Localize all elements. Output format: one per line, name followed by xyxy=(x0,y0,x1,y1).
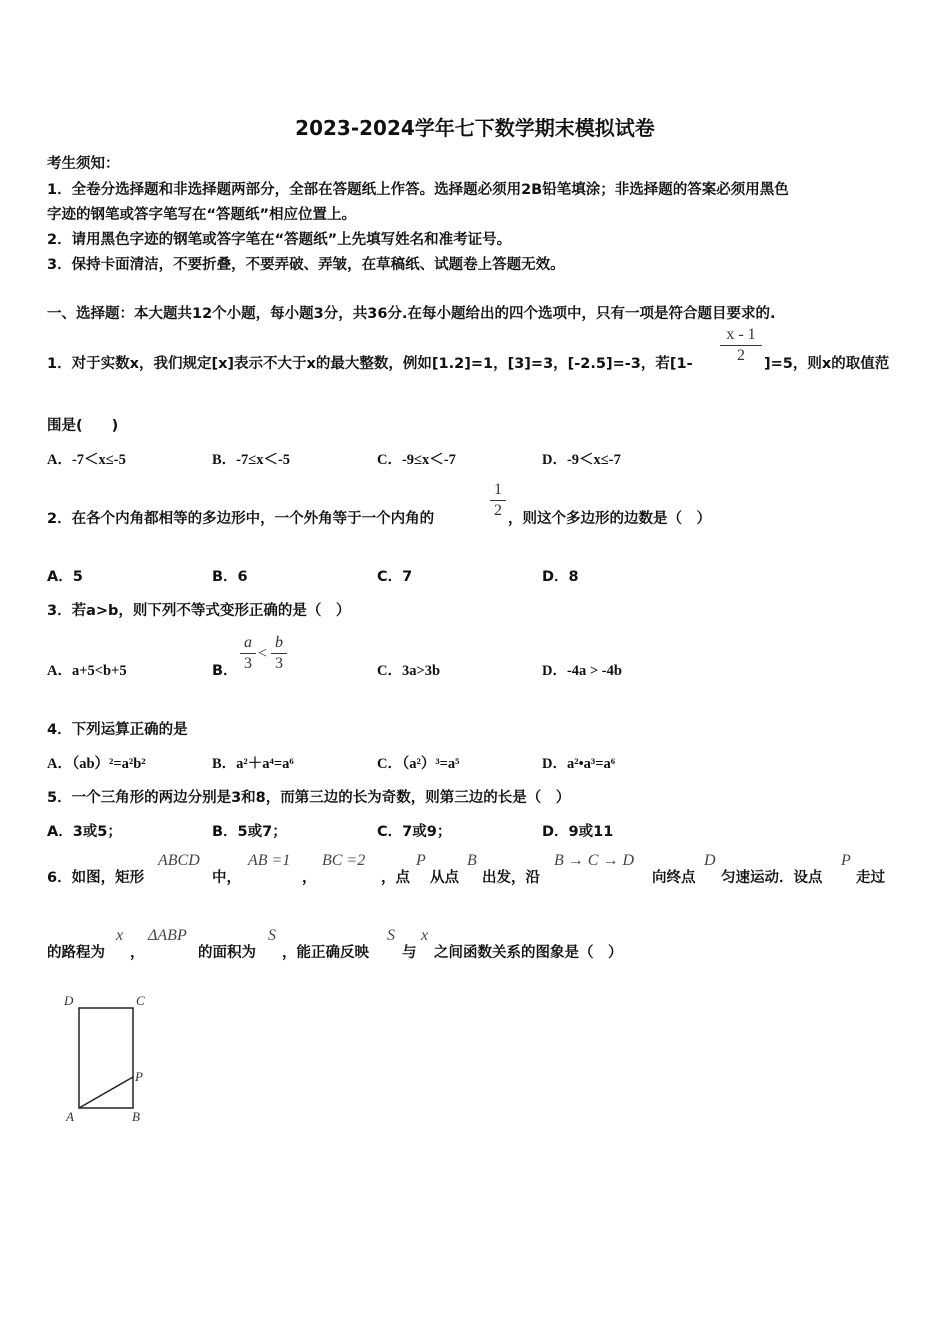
q3-option-c: C．3a>3b xyxy=(377,663,441,679)
q6-text: ，能正确反映 xyxy=(282,945,369,961)
q3-option-b-frac-b xyxy=(271,634,287,673)
frac-numerator: b xyxy=(275,634,283,651)
q3-option-b-frac-a xyxy=(240,634,256,673)
rectangle-figure xyxy=(58,990,158,1130)
label-a: A xyxy=(66,1109,74,1124)
q3-option-d: D．-4a > -4b xyxy=(542,663,622,679)
notice-item: 2．请用黑色字迹的钢笔或答字笔在“答题纸”上先填写姓名和准考证号。 xyxy=(47,232,512,248)
q1-option-a: A．-7＜x≤-5 xyxy=(47,452,126,468)
notice-item: 字迹的钢笔或答字笔写在“答题纸”相应位置上。 xyxy=(47,207,357,223)
q1-text-a: 1．对于实数x，我们规定[x]表示不大于x的最大整数，例如[1.2]=1，[3]=3，[-2.5]=-3，若[1- xyxy=(47,356,693,372)
q5-option-d: D．9或11 xyxy=(542,824,614,840)
q1-text-c: 围是( ) xyxy=(47,418,119,434)
q2-option-a: A．5 xyxy=(47,569,83,585)
q2-option-c: C．7 xyxy=(377,569,413,585)
q2-fraction xyxy=(490,481,506,520)
label-p: P xyxy=(135,1069,143,1084)
fraction-bar xyxy=(720,345,762,346)
q6-text: 6．如图，矩形 xyxy=(47,870,145,886)
q6-math-path: B → C → D xyxy=(554,852,634,869)
q6-text: ， xyxy=(302,870,317,886)
q6-text: 与 xyxy=(402,945,417,961)
q2-frac-numerator: 1 xyxy=(494,481,502,498)
q1-frac-denominator: 2 xyxy=(737,347,745,364)
q1-option-c: C．-9≤x＜-7 xyxy=(377,452,456,468)
fraction-bar xyxy=(271,653,287,654)
page-title: 2023-2024学年七下数学期末模拟试卷 xyxy=(295,116,655,140)
q6-text: 走过 xyxy=(856,870,885,886)
q6-math-s: S xyxy=(268,927,276,944)
q6-math-abp: ΔABP xyxy=(148,927,187,944)
q3-option-a: A．a+5<b+5 xyxy=(47,663,127,679)
q6-math-b: B xyxy=(467,852,477,869)
q6-math-abcd: ABCD xyxy=(158,852,200,869)
q6-math-ab: AB =1 xyxy=(248,852,291,869)
q2-option-b: B．6 xyxy=(212,569,248,585)
q6-math-d: D xyxy=(704,852,716,869)
q4-text: 4．下列运算正确的是 xyxy=(47,722,188,738)
q3-option-b-lt: < xyxy=(258,645,268,662)
q6-text: 出发，沿 xyxy=(482,870,540,886)
q6-text: 向终点 xyxy=(652,870,696,886)
q2-text-a: 2．在各个内角都相等的多边形中，一个外角等于一个内角的 xyxy=(47,511,435,527)
q6-text: ，点 xyxy=(381,870,410,886)
q6-text: 之间函数关系的图象是（ ） xyxy=(434,945,623,961)
q4-option-a: A．（ab）²=a²b² xyxy=(47,756,146,772)
q5-text: 5．一个三角形的两边分别是3和8，而第三边的长为奇数，则第三边的长是（ ） xyxy=(47,790,571,806)
q5-option-a: A．3或5； xyxy=(47,824,122,840)
section-heading: 一、选择题：本大题共12个小题，每小题3分，共36分.在每小题给出的四个选项中，只有一项是符合题目要求的. xyxy=(47,306,776,322)
q2-option-d: D．8 xyxy=(542,569,579,585)
frac-denominator: 3 xyxy=(244,655,252,672)
q6-math-s2: S xyxy=(387,927,395,944)
q6-math-p2: P xyxy=(841,852,851,869)
q4-option-d: D．a²•a³=a⁶ xyxy=(542,756,616,772)
q6-text: 中， xyxy=(212,870,241,886)
q1-text-b: ]=5，则x的取值范 xyxy=(764,356,890,372)
notice-heading: 考生须知： xyxy=(47,156,120,172)
q4-option-b: B．a²＋a⁴=a⁶ xyxy=(212,756,294,772)
fraction-bar xyxy=(490,500,506,501)
q4-option-c: C．（a²）³=a⁵ xyxy=(377,756,460,772)
q2-text-b: ，则这个多边形的边数是（ ） xyxy=(508,511,711,527)
q6-text: 匀速运动．设点 xyxy=(721,870,823,886)
q5-option-c: C．7或9； xyxy=(377,824,452,840)
label-d: D xyxy=(64,993,74,1008)
frac-numerator: a xyxy=(244,634,252,651)
q6-text: 的路程为 xyxy=(47,945,105,961)
q6-text: 的面积为 xyxy=(198,945,256,961)
q6-math-bc: BC =2 xyxy=(322,852,366,869)
q1-option-d: D．-9＜x≤-7 xyxy=(542,452,621,468)
q3-option-b-label: B． xyxy=(212,663,238,679)
q1-option-b: B．-7≤x＜-5 xyxy=(212,452,291,468)
segment-ap xyxy=(79,1077,133,1108)
q5-option-b: B．5或7； xyxy=(212,824,287,840)
label-b: B xyxy=(132,1109,140,1124)
label-c: C xyxy=(136,993,145,1008)
q1-frac-numerator: x - 1 xyxy=(726,326,756,343)
notice-item: 3．保持卡面清洁，不要折叠，不要弄破、弄皱，在草稿纸、试题卷上答题无效。 xyxy=(47,257,565,273)
notice-item: 1．全卷分选择题和非选择题两部分，全部在答题纸上作答。选择题必须用2B铅笔填涂；非选择题的答案必须用黑色 xyxy=(47,182,789,198)
q6-math-p: P xyxy=(416,852,426,869)
fraction-bar xyxy=(240,653,256,654)
q3-text: 3．若a>b，则下列不等式变形正确的是（ ） xyxy=(47,603,351,619)
q6-text: 从点 xyxy=(430,870,459,886)
q2-frac-denominator: 2 xyxy=(494,502,502,519)
frac-denominator: 3 xyxy=(275,655,283,672)
q6-math-x2: x xyxy=(421,927,429,944)
q1-fraction xyxy=(720,326,762,365)
q6-text: ， xyxy=(130,945,145,961)
q6-math-x: x xyxy=(116,927,124,944)
